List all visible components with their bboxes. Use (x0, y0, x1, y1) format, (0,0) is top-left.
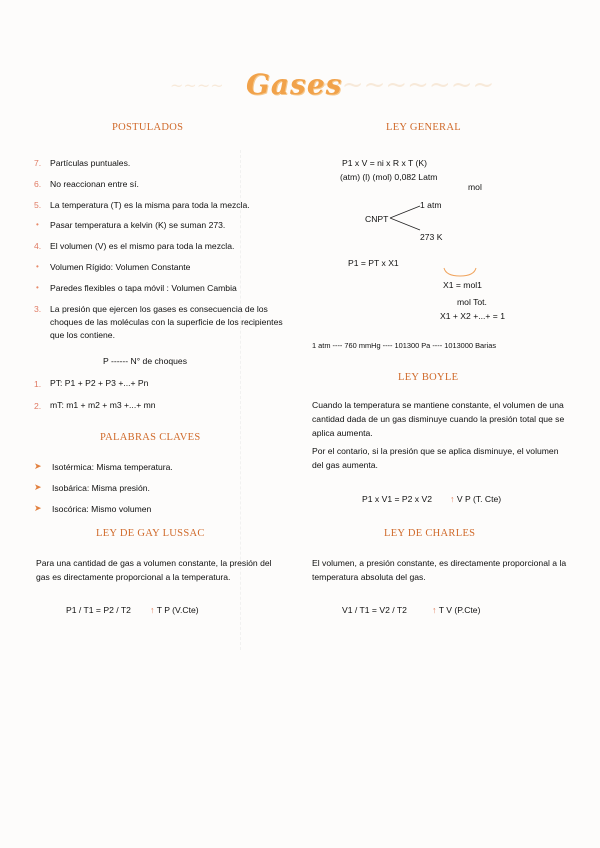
boyle-text-2: Por el contario, si la presión que se aplica disminuye, el volumen del gas aumenta. (312, 446, 559, 470)
ideal-gas-equation: P1 x V = ni x R x T (K) (342, 158, 427, 168)
cnpt-branch-lines (388, 202, 428, 234)
list-item: La temperatura (T) es la misma para toda la mezcla. (50, 200, 250, 210)
list-marker: • (36, 283, 39, 292)
list-item: Partículas puntuales. (50, 158, 131, 168)
charles-text: El volumen, a presión constante, es directamente proporcional a la temperatura absoluta del gas. (312, 558, 567, 582)
boyle-relation: ↑ V P (T. Cte) (450, 494, 502, 504)
list-marker: 5. (34, 200, 42, 210)
palabras-claves-heading: PALABRAS CLAVES (100, 432, 201, 443)
list-marker: 2. (34, 401, 42, 411)
list-item: Paredes flexibles o tapa móvil : Volumen Cambia (50, 283, 237, 293)
boyle-formula: P1 x V1 = P2 x V2 (362, 494, 432, 504)
pressure-unit-conversion: 1 atm ---- 760 mmHg ---- 101300 Pa ---- 1013000 Barias (312, 341, 497, 350)
cnpt-pressure: 1 atm (420, 200, 442, 210)
up-arrow-icon: ↑ (432, 605, 437, 615)
list-marker: 1. (34, 379, 42, 389)
cnpt-label: CNPT (365, 214, 389, 224)
arrow-bullet-icon: ➤ (34, 482, 42, 492)
list-item: No reaccionan entre sí. (50, 179, 139, 189)
list-marker: • (36, 220, 39, 229)
total-mass-formula: mT: m1 + m2 + m3 +...+ mn (50, 400, 156, 410)
list-marker: 6. (34, 179, 42, 189)
bleed-through-decoration: ~~~~~~~~ (320, 70, 495, 100)
postulados-heading: POSTULADOS (112, 122, 184, 133)
list-item: Isotérmica: Misma temperatura. (52, 462, 173, 472)
list-marker: 4. (34, 241, 42, 251)
list-item: La presión que ejercen los gases es consecuencia de los choques de las moléculas con la superficie de los recipientes que los contiene. (50, 304, 283, 340)
ley-general-heading: LEY GENERAL (386, 122, 461, 133)
boyle-heading: LEY BOYLE (398, 372, 459, 383)
pressure-collisions-relation: P ------ N° de choques (103, 356, 187, 366)
list-item: Volumen Rígido: Volumen Constante (50, 262, 191, 272)
arrow-bullet-icon: ➤ (34, 503, 42, 513)
cnpt-temperature: 273 K (420, 232, 443, 242)
list-item: Pasar temperatura a kelvin (K) se suman 273. (50, 220, 226, 230)
ideal-gas-units: (atm) (l) (mol) 0,082 Latm (340, 172, 438, 182)
gay-lussac-text: Para una cantidad de gas a volumen constante, la presión del gas es directamente proporcional a la temperatura. (36, 558, 272, 582)
up-arrow-icon: ↑ (450, 494, 455, 504)
total-pressure-formula: PT: P1 + P2 + P3 +...+ Pn (50, 378, 149, 388)
mole-fraction-sum: X1 + X2 +...+ = 1 (440, 311, 505, 321)
gay-lussac-relation: ↑ T P (V.Cte) (150, 605, 199, 615)
ideal-gas-units-denominator: mol (468, 182, 482, 192)
partial-pressure-formula: P1 = PT x X1 (348, 258, 399, 268)
page-title: Gases (246, 68, 343, 101)
list-marker: 3. (34, 304, 42, 314)
list-marker: • (36, 262, 39, 271)
boyle-text-1: Cuando la temperatura se mantiene constante, el volumen de una cantidad dada de un gas disminuye cuando la presión total que se aplica aumenta. (312, 400, 565, 438)
list-item: Isocórica: Mismo volumen (52, 504, 152, 514)
list-marker: 7. (34, 158, 42, 168)
charles-relation: ↑ T V (P.Cte) (432, 605, 481, 615)
list-item: El volumen (V) es el mismo para toda la mezcla. (50, 241, 235, 251)
list-item: Isobárica: Misma presión. (52, 483, 150, 493)
mole-fraction-denominator: mol Tot. (457, 297, 487, 307)
mole-fraction-numerator: X1 = mol1 (443, 280, 482, 290)
arrow-bullet-icon: ➤ (34, 461, 42, 471)
bleed-through-decoration: ~~~~ (170, 76, 224, 95)
up-arrow-icon: ↑ (150, 605, 155, 615)
gay-lussac-heading: LEY DE GAY LUSSAC (96, 528, 205, 539)
charles-formula: V1 / T1 = V2 / T2 (342, 605, 407, 615)
gay-lussac-formula: P1 / T1 = P2 / T2 (66, 605, 131, 615)
charles-heading: LEY DE CHARLES (384, 528, 476, 539)
